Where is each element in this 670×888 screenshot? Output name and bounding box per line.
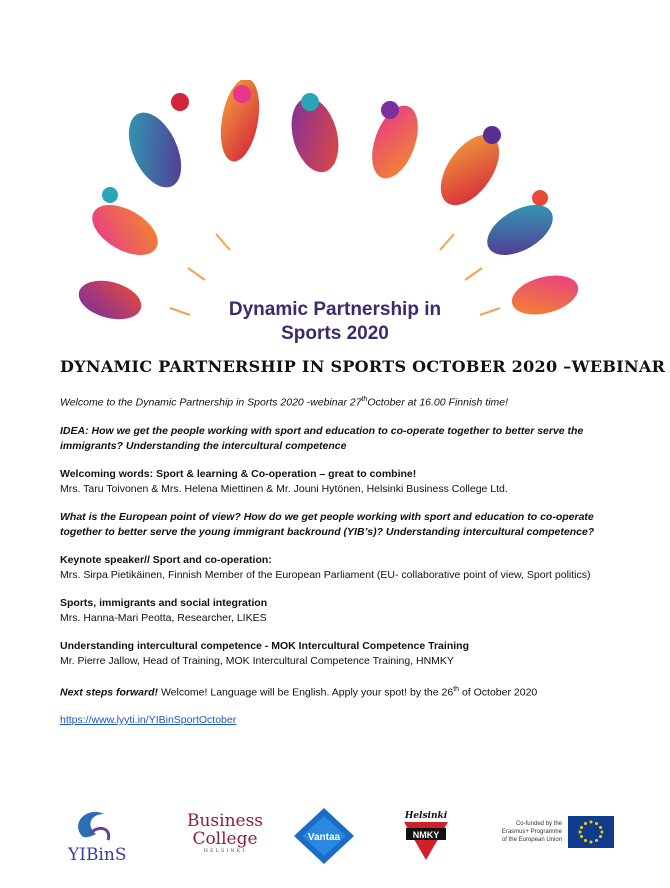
- yibins-text: YIBinS: [68, 845, 127, 864]
- sports-figures-illustration: [60, 80, 610, 352]
- competence-title: Understanding intercultural competence - MOK Intercultural Competence Training: [60, 639, 469, 652]
- idea-paragraph: IDEA: How we get the people working with sport and education to co-operate together to better serve the immigrants? Understanding the intercultural competence: [60, 424, 584, 452]
- athlete-figure: [118, 93, 192, 196]
- welcome-text: Welcome to the Dynamic Partnership in Sports 2020 -webinar 27: [60, 396, 362, 409]
- hnmky-triangle-icon: [400, 808, 452, 864]
- banner-title-line1: Dynamic Partnership in: [228, 299, 442, 320]
- welcoming-words-title: Welcoming words: Sport & learning & Co-operation – great to combine!: [60, 467, 417, 480]
- partner-logos: [60, 800, 620, 870]
- european-question: What is the European point of view? How do we get people working with sport and education to co-operate together to better serve the young immigrant backround (YIB’s)? Understanding intercultural competence?: [60, 510, 595, 538]
- keynote-speaker: Mrs. Sirpa Pietikäinen, Finnish Member of the European Parliament (EU- collaborative point of view, Sport politics): [60, 568, 591, 581]
- hnmky-logo: [400, 808, 452, 864]
- page-heading: DYNAMIC PARTNERSHIP IN SPORTS OCTOBER 2020 –WEBINAR: [60, 357, 666, 376]
- next-steps-sup: th: [453, 685, 460, 693]
- vantaa-text: Vantaa: [307, 832, 341, 843]
- business-line3: HELSINKI: [203, 848, 247, 854]
- welcome-line: [60, 392, 615, 411]
- business-college-logo: [180, 812, 270, 862]
- next-steps-text-after: of October 2020: [459, 686, 538, 698]
- erasmus-line2: Erasmus+ Programme: [501, 829, 562, 835]
- banner-title-line2: Sports 2020: [281, 323, 389, 344]
- erasmus-text: [480, 820, 562, 844]
- next-steps-lead: Next steps forward!: [60, 686, 159, 698]
- vantaa-logo: [292, 806, 356, 866]
- integration-speaker: Mrs. Hanna-Mari Peotta, Researcher, LIKES: [60, 611, 267, 624]
- banner-image: [60, 80, 610, 352]
- erasmus-logo: [480, 816, 620, 856]
- next-steps-text: Welcome! Language will be English. Apply your spot! by the 26: [158, 686, 454, 698]
- welcome-sup: th: [361, 396, 368, 403]
- welcome-text-after: October at 16.00 Finnish time!: [367, 396, 509, 409]
- yibins-swirl-icon: [60, 804, 140, 864]
- business-line2: College: [192, 829, 258, 849]
- yibins-logo: [60, 804, 140, 864]
- integration-title: Sports, immigrants and social integration: [60, 596, 268, 609]
- keynote-title: Keynote speaker// Sport and co-operation:: [60, 553, 272, 566]
- next-steps-line: [60, 682, 615, 701]
- document-body: [60, 392, 615, 728]
- registration-link[interactable]: https://www.lyyti.in/YIBinSportOctober: [60, 714, 237, 726]
- hnmky-bottom-text: NMKY: [412, 830, 440, 840]
- competence-speaker: Mr. Pierre Jallow, Head of Training, MOK Intercultural Competence Training, HNMKY: [60, 654, 454, 667]
- welcoming-words-speakers: Mrs. Taru Toivonen & Mrs. Helena Miettinen & Mr. Jouni Hytönen, Helsinki Business College Ltd.: [60, 482, 508, 495]
- erasmus-line3: of the European Union: [501, 837, 562, 843]
- eu-flag-icon: [568, 816, 614, 848]
- erasmus-line1: Co-funded by the: [515, 821, 562, 827]
- vantaa-diamond-icon: [292, 806, 356, 866]
- hnmky-top-text: Helsinki: [404, 811, 448, 821]
- business-line1: Business: [186, 811, 264, 831]
